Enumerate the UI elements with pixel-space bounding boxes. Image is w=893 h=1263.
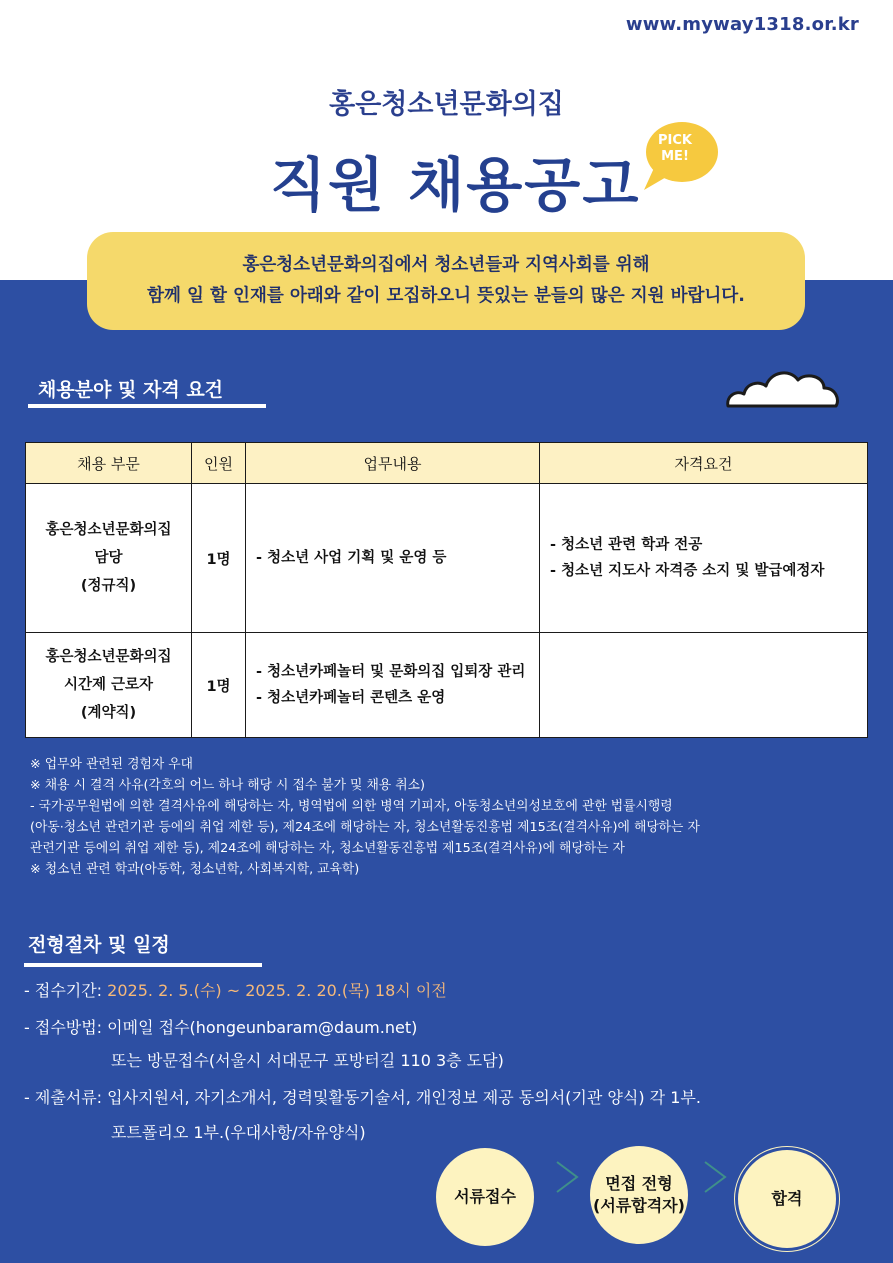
notes-block bbox=[30, 754, 870, 880]
chevron-right-icon bbox=[702, 1160, 728, 1194]
application-period bbox=[24, 978, 447, 1001]
category-cell bbox=[26, 484, 192, 633]
page-title: 직원 채용공고 bbox=[270, 151, 641, 219]
note-line: ※ 채용 시 결격 사유(각호의 어느 하나 해당 시 접수 불가 및 채용 취소) bbox=[30, 778, 425, 793]
pick-line1: PICK bbox=[658, 133, 692, 148]
col-header-tasks: 업무내용 bbox=[246, 443, 540, 484]
count-cell: 1명 bbox=[192, 484, 246, 633]
requirements-table bbox=[25, 442, 868, 738]
table-header-row bbox=[26, 443, 868, 484]
method-value-2: 또는 방문접수(서울시 서대문구 포방터길 110 3층 도담) bbox=[111, 1051, 504, 1070]
intro-banner bbox=[87, 232, 805, 330]
note-line: - 국가공무원법에 의한 결격사유에 해당하는 자, 병역법에 의한 병역 기피자, 아동청소년의성보호에 관한 법률시행령 bbox=[30, 799, 673, 814]
task-line: - 청소년 사업 기획 및 운영 등 bbox=[256, 550, 447, 566]
step-sublabel: (서류합격자) bbox=[593, 1196, 685, 1215]
qualifications-cell bbox=[540, 633, 868, 738]
step-label: 서류접수 bbox=[454, 1187, 516, 1206]
task-line: - 청소년카페놀터 및 문화의집 입퇴장 관리 bbox=[256, 664, 526, 680]
tasks-cell bbox=[246, 484, 540, 633]
category-line: 담당 bbox=[94, 550, 123, 566]
col-header-count: 인원 bbox=[192, 443, 246, 484]
task-line: - 청소년카페놀터 콘텐츠 운영 bbox=[256, 690, 446, 706]
section-underline bbox=[24, 963, 262, 967]
docs-value: 입사지원서, 자기소개서, 경력및활동기술서, 개인정보 제공 동의서(기관 양식) 각 1부. bbox=[107, 1088, 701, 1107]
period-label: - 접수기간: bbox=[24, 981, 108, 1000]
step-final-pass bbox=[738, 1150, 836, 1248]
required-documents bbox=[24, 1085, 701, 1108]
note-line: (아동·청소년 관련기관 등에의 취업 제한 등), 제24조에 해당하는 자, 청소년활동진흥법 제15조(결격사유)에 해당하는 자 bbox=[30, 820, 700, 835]
note-line: ※ 업무와 관련된 경험자 우대 bbox=[30, 757, 193, 772]
intro-line2: 함께 일 할 인재를 아래와 같이 모집하오니 뜻있는 분들의 많은 지원 바랍니다. bbox=[147, 286, 745, 306]
category-line: (정규직) bbox=[80, 578, 137, 594]
category-cell bbox=[26, 633, 192, 738]
step-label: 면접 전형 bbox=[605, 1174, 673, 1193]
pick-me-badge bbox=[640, 133, 710, 165]
website-url[interactable]: www.myway1318.or.kr bbox=[625, 14, 859, 35]
application-method bbox=[24, 1015, 417, 1038]
chevron-right-icon bbox=[554, 1160, 580, 1194]
section-underline bbox=[28, 404, 266, 408]
category-line: 홍은청소년문화의집 bbox=[45, 522, 172, 538]
step-label: 합격 bbox=[771, 1189, 803, 1208]
table-row bbox=[26, 484, 868, 633]
col-header-category: 채용 부문 bbox=[26, 443, 192, 484]
pick-line2: ME! bbox=[661, 149, 689, 164]
count-cell: 1명 bbox=[192, 633, 246, 738]
cloud-icon bbox=[724, 366, 842, 410]
step-interview bbox=[590, 1146, 688, 1244]
category-line: 홍은청소년문화의집 bbox=[45, 649, 172, 665]
col-header-qualifications: 자격요건 bbox=[540, 443, 868, 484]
tasks-cell bbox=[246, 633, 540, 738]
docs-value-2: 포트폴리오 1부.(우대사항/자유양식) bbox=[111, 1123, 366, 1142]
table-row bbox=[26, 633, 868, 738]
section-title-requirements: 채용분야 및 자격 요건 bbox=[38, 379, 224, 401]
category-line: (계약직) bbox=[80, 705, 137, 721]
step-document-review bbox=[436, 1148, 534, 1246]
note-line: ※ 청소년 관련 학과(아동학, 청소년학, 사회복지학, 교육학) bbox=[30, 862, 360, 877]
qualifications-cell bbox=[540, 484, 868, 633]
category-line: 시간제 근로자 bbox=[63, 677, 154, 693]
period-value: 2025. 2. 5.(수) ~ 2025. 2. 20.(목) 18시 이전 bbox=[107, 981, 447, 1000]
method-value: 이메일 접수(hongeunbaram@daum.net) bbox=[107, 1018, 418, 1037]
note-line: 관련기관 등에의 취업 제한 등), 제24조에 해당하는 자, 청소년활동진흥법 제15조(결격사유)에 해당하는 자 bbox=[30, 841, 625, 856]
section-title-process: 전형절차 및 일정 bbox=[28, 934, 170, 956]
org-name: 홍은청소년문화의집 bbox=[329, 89, 564, 120]
docs-label: - 제출서류: bbox=[24, 1088, 108, 1107]
qualification-line: - 청소년 관련 학과 전공 bbox=[550, 537, 703, 553]
qualification-line: - 청소년 지도사 자격증 소지 및 발급예정자 bbox=[550, 563, 825, 579]
intro-line1: 홍은청소년문화의집에서 청소년들과 지역사회를 위해 bbox=[242, 255, 650, 275]
method-label: - 접수방법: bbox=[24, 1018, 108, 1037]
